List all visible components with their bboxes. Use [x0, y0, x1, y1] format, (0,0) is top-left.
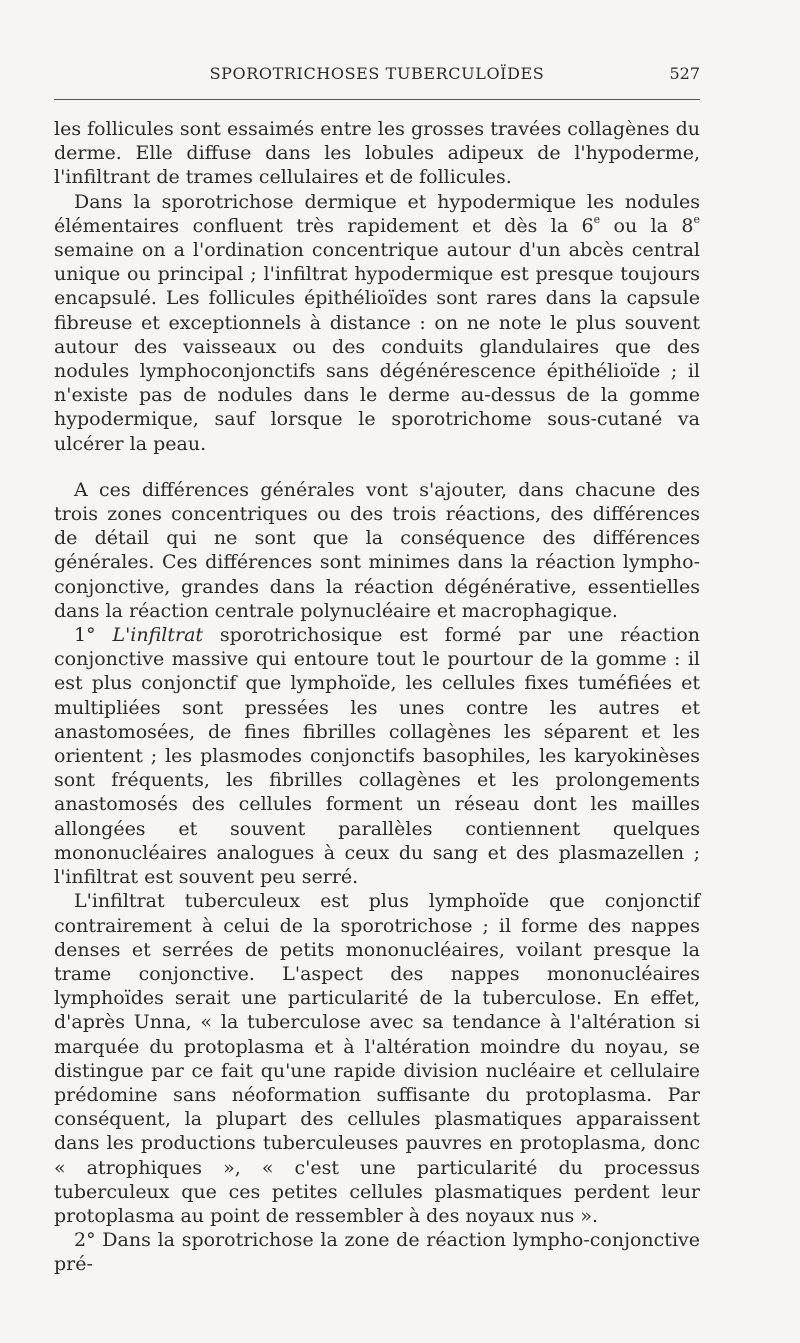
paragraph-2-part-a: Dans la sporotrichose dermique et hypodermique les nodules élémentaires confluent très rapidement et dès la 6 — [54, 190, 700, 237]
paragraph-2 — [54, 190, 700, 456]
paragraph-4 — [54, 623, 700, 889]
paragraph-4-italic: L'infiltrat — [112, 624, 204, 647]
paragraph-2-part-c: semaine on a l'ordination concentrique autour d'un abcès central unique ou principal ; l'infiltrat hypodermique est presque toujours encapsulé. Les follicules épithélioïdes sont rares dans la capsule fibreuse et exceptionnels à distance : on ne note le plus souvent autour des vaisseaux ou des conduits glandulaires que des nodules lymphoconjonctifs sans dégénérescence épithélioïde ; il n'existe pas de nodules dans le derme au-dessus de la gomme hypodermique, sauf lorsque le sporotrichome sous-cutané va ulcérer la peau. — [54, 239, 700, 455]
superscript-e-2: e — [693, 213, 700, 227]
superscript-e-1: e — [593, 213, 601, 227]
paragraph-3: A ces différences générales vont s'ajouter, dans chacune des trois zones concentriques ou des trois réactions, des différences de détail qui ne sont que la conséquence des différences générales. Ces différences sont minimes dans la réaction lympho-conjonctive, grandes dans la réaction dégénérative, essentielles dans la réaction centrale polynucléaire et macrophagique. — [54, 478, 700, 622]
running-title: SPOROTRICHOSES TUBERCULOÏDES — [209, 64, 545, 83]
body-text — [54, 117, 700, 1277]
paragraph-2-part-b: ou la 8 — [600, 214, 694, 237]
paragraph-6: 2° Dans la sporotrichose la zone de réaction lympho-conjonctive pré- — [54, 1229, 700, 1276]
page-header — [54, 62, 700, 88]
page-number: 527 — [669, 64, 700, 83]
paragraph-4-rest: sporotrichosique est formé par une réaction conjonctive massive qui entoure tout le pourtour de la gomme : il est plus conjonctif que lymphoïde, les cellules fixes tuméfiées et multipliées sont pressées les unes contre les autres et anastomosées, de fines fibrilles collagènes les séparent et les orientent ; les plasmodes conjonctifs basophiles, les karyokinèses sont fréquents, les fibrilles collagènes et les prolongements anastomosés des cellules forment un réseau dont les mailles allongées et souvent parallèles contiennent quelques mononucléaires analogues à ceux du sang et des plasmazellen ; l'infiltrat est souvent peu serré. — [54, 624, 700, 889]
paragraph-5: L'infiltrat tuberculeux est plus lymphoïde que conjonctif contrairement à celui de la sporotrichose ; il forme des nappes denses et serrées de petits mononucléaires, voilant presque la trame conjonctive. L'aspect des nappes mononucléaires lymphoïdes serait une particularité de la tuberculose. En effet, d'après Unna, « la tuberculose avec sa tendance à l'altération si marquée du protoplasma et à l'altération moindre du noyau, se distingue par ce fait qu'une rapide division nucléaire et cellulaire prédomine sans néoformation suffisante du protoplasma. Par conséquent, la plupart des cellules plasmatiques apparaissent dans les productions tuberculeuses pauvres en protoplasma, donc « atrophiques », « c'est une particularité du processus tuberculeux que ces petites cellules plasmatiques perdent leur protoplasma au point de ressembler à des noyaux nus ». — [54, 890, 700, 1227]
paragraph-4-number: 1° — [74, 624, 96, 647]
header-rule — [54, 99, 700, 100]
paragraph-1: les follicules sont essaimés entre les grosses travées collagènes du derme. Elle diffuse dans les lobules adipeux de l'hypoderme, l'infiltrant de trames cellulaires et de follicules. — [54, 118, 700, 189]
